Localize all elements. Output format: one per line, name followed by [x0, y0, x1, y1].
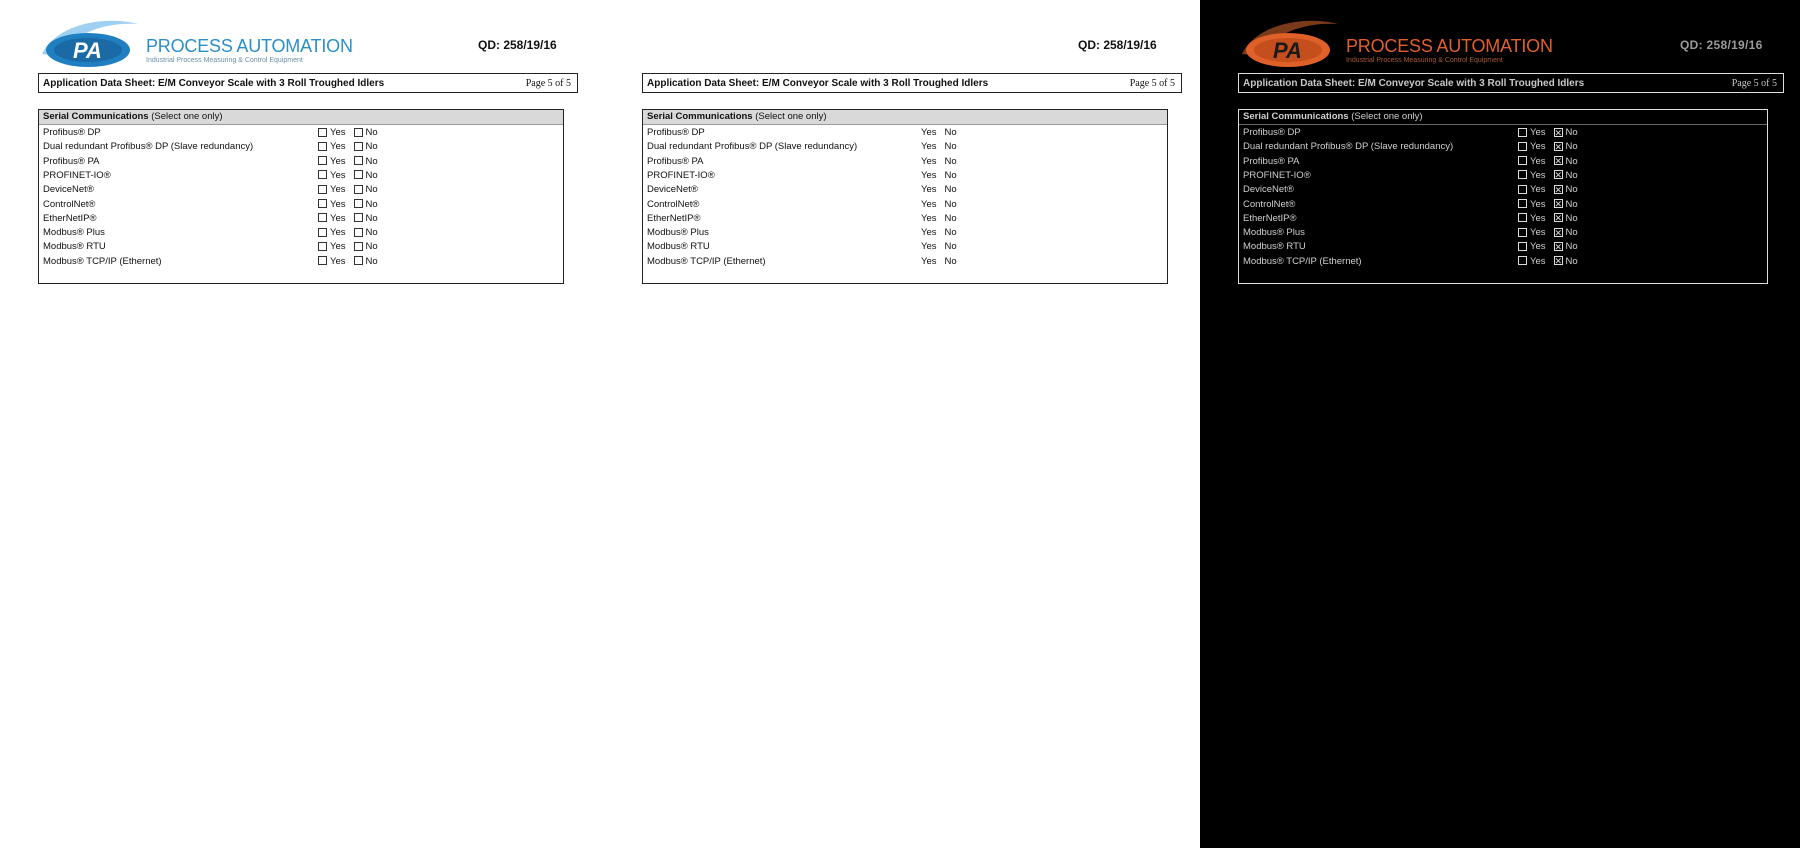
option-label: PROFINET-IO®: [647, 169, 715, 181]
yes-label: Yes: [1530, 141, 1546, 153]
no-label: No: [1565, 241, 1578, 253]
yes-checkbox[interactable]: [1518, 228, 1527, 237]
option-label: Profibus® PA: [1243, 155, 1300, 167]
no-label: No: [944, 198, 957, 210]
yes-checkbox[interactable]: [318, 213, 327, 222]
option-label: Modbus® RTU: [43, 241, 106, 253]
option-label: Modbus® TCP/IP (Ethernet): [1243, 255, 1362, 267]
no-checkbox[interactable]: [354, 256, 363, 265]
option-label: PROFINET-IO®: [1243, 169, 1311, 181]
option-row: [43, 226, 561, 240]
yes-checkbox[interactable]: [318, 199, 327, 208]
option-row: [43, 126, 561, 140]
option-label: ControlNet®: [43, 198, 96, 210]
yes-no-options: [1518, 255, 1586, 269]
qd-number: QD: 258/19/16: [1078, 38, 1157, 52]
yes-checkbox[interactable]: [318, 185, 327, 194]
no-label: No: [944, 184, 957, 196]
option-row: [43, 198, 561, 212]
no-label: No: [1565, 169, 1578, 181]
option-label: Dual redundant Profibus® DP (Slave redundancy): [647, 141, 858, 153]
no-label: No: [944, 255, 957, 267]
option-row: [43, 183, 561, 197]
yes-label: Yes: [921, 141, 937, 153]
serial-communications-section: [1238, 109, 1768, 284]
no-label: No: [1565, 155, 1578, 167]
qd-number: QD: 258/19/16: [1680, 38, 1763, 52]
sheet-title: Application Data Sheet: E/M Conveyor Scale with 3 Roll Troughed Idlers: [647, 78, 989, 89]
serial-communications-section: [642, 109, 1168, 284]
yes-label: Yes: [921, 227, 937, 239]
option-row: [1243, 155, 1761, 169]
option-label: EtherNetIP®: [647, 212, 701, 224]
yes-no-options: [1518, 126, 1586, 140]
yes-label: Yes: [330, 227, 346, 239]
yes-no-options: [921, 126, 965, 140]
yes-no-options: [921, 240, 965, 254]
page-number: Page 5 of 5: [1129, 78, 1175, 89]
yes-checkbox[interactable]: [318, 156, 327, 165]
yes-label: Yes: [330, 141, 346, 153]
yes-label: Yes: [330, 241, 346, 253]
yes-no-options: [921, 155, 965, 169]
option-row: [43, 140, 561, 154]
no-label: No: [365, 255, 378, 267]
yes-checkbox[interactable]: [1518, 142, 1527, 151]
option-row: [647, 240, 1165, 254]
brand-name: PROCESS AUTOMATION: [1346, 36, 1553, 56]
yes-label: Yes: [1530, 127, 1546, 138]
option-label: Profibus® DP: [43, 127, 101, 138]
option-label: Dual redundant Profibus® DP (Slave redundancy): [43, 141, 254, 153]
yes-checkbox[interactable]: [318, 128, 327, 137]
yes-checkbox[interactable]: [1518, 128, 1527, 137]
no-checkbox[interactable]: [1554, 228, 1563, 237]
yes-no-options: [1518, 226, 1586, 240]
brand-tagline: Industrial Process Measuring & Control Equipment: [146, 57, 303, 64]
no-label: No: [1565, 198, 1578, 210]
yes-checkbox[interactable]: [318, 170, 327, 179]
yes-label: Yes: [330, 255, 346, 267]
no-checkbox[interactable]: [354, 170, 363, 179]
yes-no-options: [921, 255, 965, 269]
yes-checkbox[interactable]: [1518, 185, 1527, 194]
yes-no-options: [1518, 240, 1586, 254]
company-logo: [38, 14, 353, 74]
yes-no-options: [1518, 155, 1586, 169]
yes-label: Yes: [1530, 241, 1546, 253]
yes-checkbox[interactable]: [1518, 242, 1527, 251]
yes-label: Yes: [1530, 169, 1546, 181]
option-row: [647, 140, 1165, 154]
no-label: No: [365, 227, 378, 239]
no-label: No: [944, 169, 957, 181]
no-label: No: [944, 212, 957, 224]
option-label: Profibus® PA: [647, 155, 704, 167]
brand-name: PROCESS AUTOMATION: [146, 36, 353, 56]
yes-no-options: [1518, 212, 1586, 226]
option-label: Modbus® Plus: [43, 227, 105, 239]
no-label: No: [1565, 184, 1578, 196]
no-label: No: [365, 198, 378, 210]
no-label: No: [944, 141, 957, 153]
option-label: DeviceNet®: [43, 184, 94, 196]
yes-checkbox[interactable]: [318, 242, 327, 251]
option-label: Profibus® DP: [647, 127, 705, 138]
yes-label: Yes: [330, 155, 346, 167]
yes-checkbox[interactable]: [1518, 256, 1527, 265]
qd-number: QD: 258/19/16: [478, 38, 557, 52]
option-row: [43, 169, 561, 183]
no-checkbox[interactable]: [1554, 128, 1563, 137]
yes-label: Yes: [330, 198, 346, 210]
yes-no-options: [921, 198, 965, 212]
yes-no-options: [921, 169, 965, 183]
yes-no-options: [318, 226, 386, 240]
option-row: [1243, 226, 1761, 240]
no-checkbox[interactable]: [354, 242, 363, 251]
yes-label: Yes: [1530, 212, 1546, 224]
option-row: [43, 240, 561, 254]
yes-label: Yes: [330, 127, 346, 138]
yes-label: Yes: [921, 127, 937, 138]
option-label: ControlNet®: [647, 198, 700, 210]
option-label: PROFINET-IO®: [43, 169, 111, 181]
option-label: Modbus® RTU: [1243, 241, 1306, 253]
no-checkbox[interactable]: [354, 228, 363, 237]
no-checkbox[interactable]: [354, 128, 363, 137]
option-label: DeviceNet®: [1243, 184, 1294, 196]
option-row: [647, 212, 1165, 226]
no-checkbox[interactable]: [1554, 142, 1563, 151]
option-row: [1243, 183, 1761, 197]
no-label: No: [1565, 227, 1578, 239]
title-box: [642, 73, 1182, 93]
no-checkbox[interactable]: [1554, 156, 1563, 165]
yes-checkbox[interactable]: [318, 228, 327, 237]
no-label: No: [944, 227, 957, 239]
yes-no-options: [1518, 169, 1586, 183]
no-checkbox[interactable]: [354, 142, 363, 151]
yes-label: Yes: [921, 169, 937, 181]
no-label: No: [1565, 141, 1578, 153]
yes-no-options: [318, 126, 386, 140]
option-label: EtherNetIP®: [1243, 212, 1297, 224]
no-label: No: [944, 127, 957, 138]
yes-label: Yes: [330, 184, 346, 196]
option-row: [647, 198, 1165, 212]
option-row: [1243, 255, 1761, 269]
yes-no-options: [318, 155, 386, 169]
yes-no-options: [1518, 198, 1586, 212]
yes-label: Yes: [921, 255, 937, 267]
option-row: [1243, 140, 1761, 154]
option-label: Modbus® TCP/IP (Ethernet): [647, 255, 766, 267]
yes-label: Yes: [330, 212, 346, 224]
title-box: [38, 73, 578, 93]
no-label: No: [1565, 212, 1578, 224]
option-row: [647, 169, 1165, 183]
no-label: No: [1565, 127, 1578, 138]
yes-checkbox[interactable]: [318, 256, 327, 265]
yes-label: Yes: [921, 241, 937, 253]
no-label: No: [365, 212, 378, 224]
svg-text:PA: PA: [1273, 38, 1302, 63]
logo-swoosh-icon: [1238, 14, 1348, 74]
yes-label: Yes: [921, 155, 937, 167]
option-row: [647, 226, 1165, 240]
option-label: ControlNet®: [1243, 198, 1296, 210]
yes-no-options: [318, 140, 386, 154]
option-label: Modbus® Plus: [647, 227, 709, 239]
yes-label: Yes: [1530, 155, 1546, 167]
option-label: Profibus® PA: [43, 155, 100, 167]
no-checkbox[interactable]: [1554, 199, 1563, 208]
option-label: DeviceNet®: [647, 184, 698, 196]
section-header: Serial Communications (Select one only): [1239, 110, 1767, 125]
yes-no-options: [921, 140, 965, 154]
page-number: Page 5 of 5: [1731, 78, 1777, 89]
yes-label: Yes: [330, 169, 346, 181]
no-checkbox[interactable]: [354, 213, 363, 222]
option-row: [1243, 212, 1761, 226]
option-label: Modbus® TCP/IP (Ethernet): [43, 255, 162, 267]
sheet-title: Application Data Sheet: E/M Conveyor Scale with 3 Roll Troughed Idlers: [1243, 78, 1585, 89]
option-label: Profibus® DP: [1243, 127, 1301, 138]
section-header: Serial Communications (Select one only): [643, 110, 1167, 125]
page-panel-inverted: [1200, 0, 1800, 848]
no-checkbox[interactable]: [354, 185, 363, 194]
option-row: [43, 255, 561, 269]
yes-checkbox[interactable]: [1518, 199, 1527, 208]
option-label: Modbus® RTU: [647, 241, 710, 253]
yes-label: Yes: [1530, 184, 1546, 196]
yes-no-options: [318, 255, 386, 269]
yes-checkbox[interactable]: [1518, 170, 1527, 179]
option-label: Dual redundant Profibus® DP (Slave redundancy): [1243, 141, 1454, 153]
no-label: No: [944, 241, 957, 253]
no-label: No: [365, 127, 378, 138]
option-row: [43, 155, 561, 169]
no-checkbox[interactable]: [1554, 213, 1563, 222]
yes-no-options: [318, 198, 386, 212]
no-checkbox[interactable]: [1554, 170, 1563, 179]
yes-no-options: [921, 226, 965, 240]
page-number: Page 5 of 5: [525, 78, 571, 89]
yes-label: Yes: [1530, 198, 1546, 210]
option-row: [1243, 198, 1761, 212]
sheet-title: Application Data Sheet: E/M Conveyor Scale with 3 Roll Troughed Idlers: [43, 78, 385, 89]
no-label: No: [365, 169, 378, 181]
no-label: No: [365, 155, 378, 167]
option-row: [647, 126, 1165, 140]
option-label: EtherNetIP®: [43, 212, 97, 224]
page-panel-text: [600, 0, 1200, 848]
brand-tagline: Industrial Process Measuring & Control Equipment: [1346, 57, 1503, 64]
yes-no-options: [318, 183, 386, 197]
no-label: No: [365, 241, 378, 253]
no-checkbox[interactable]: [354, 156, 363, 165]
no-label: No: [365, 184, 378, 196]
option-row: [1243, 126, 1761, 140]
option-row: [1243, 169, 1761, 183]
page-panel-original: [0, 0, 600, 848]
option-row: [1243, 240, 1761, 254]
yes-checkbox[interactable]: [1518, 213, 1527, 222]
yes-no-options: [318, 240, 386, 254]
serial-communications-section: [38, 109, 564, 284]
logo-swoosh-icon: [38, 14, 148, 74]
company-logo: [1238, 14, 1553, 74]
yes-checkbox[interactable]: [1518, 156, 1527, 165]
option-row: [647, 155, 1165, 169]
yes-no-options: [921, 183, 965, 197]
option-row: [43, 212, 561, 226]
yes-no-options: [921, 212, 965, 226]
no-label: No: [944, 155, 957, 167]
title-box: [1238, 73, 1784, 93]
no-label: No: [365, 141, 378, 153]
no-checkbox[interactable]: [1554, 256, 1563, 265]
no-label: No: [1565, 255, 1578, 267]
yes-no-options: [1518, 140, 1586, 154]
option-label: Modbus® Plus: [1243, 227, 1305, 239]
no-checkbox[interactable]: [1554, 185, 1563, 194]
yes-no-options: [318, 212, 386, 226]
yes-label: Yes: [921, 212, 937, 224]
section-header: Serial Communications (Select one only): [39, 110, 563, 125]
option-row: [647, 255, 1165, 269]
yes-label: Yes: [1530, 255, 1546, 267]
svg-text:PA: PA: [73, 38, 102, 63]
yes-label: Yes: [1530, 227, 1546, 239]
yes-no-options: [318, 169, 386, 183]
yes-checkbox[interactable]: [318, 142, 327, 151]
yes-no-options: [1518, 183, 1586, 197]
yes-label: Yes: [921, 198, 937, 210]
option-row: [647, 183, 1165, 197]
no-checkbox[interactable]: [354, 199, 363, 208]
no-checkbox[interactable]: [1554, 242, 1563, 251]
yes-label: Yes: [921, 184, 937, 196]
